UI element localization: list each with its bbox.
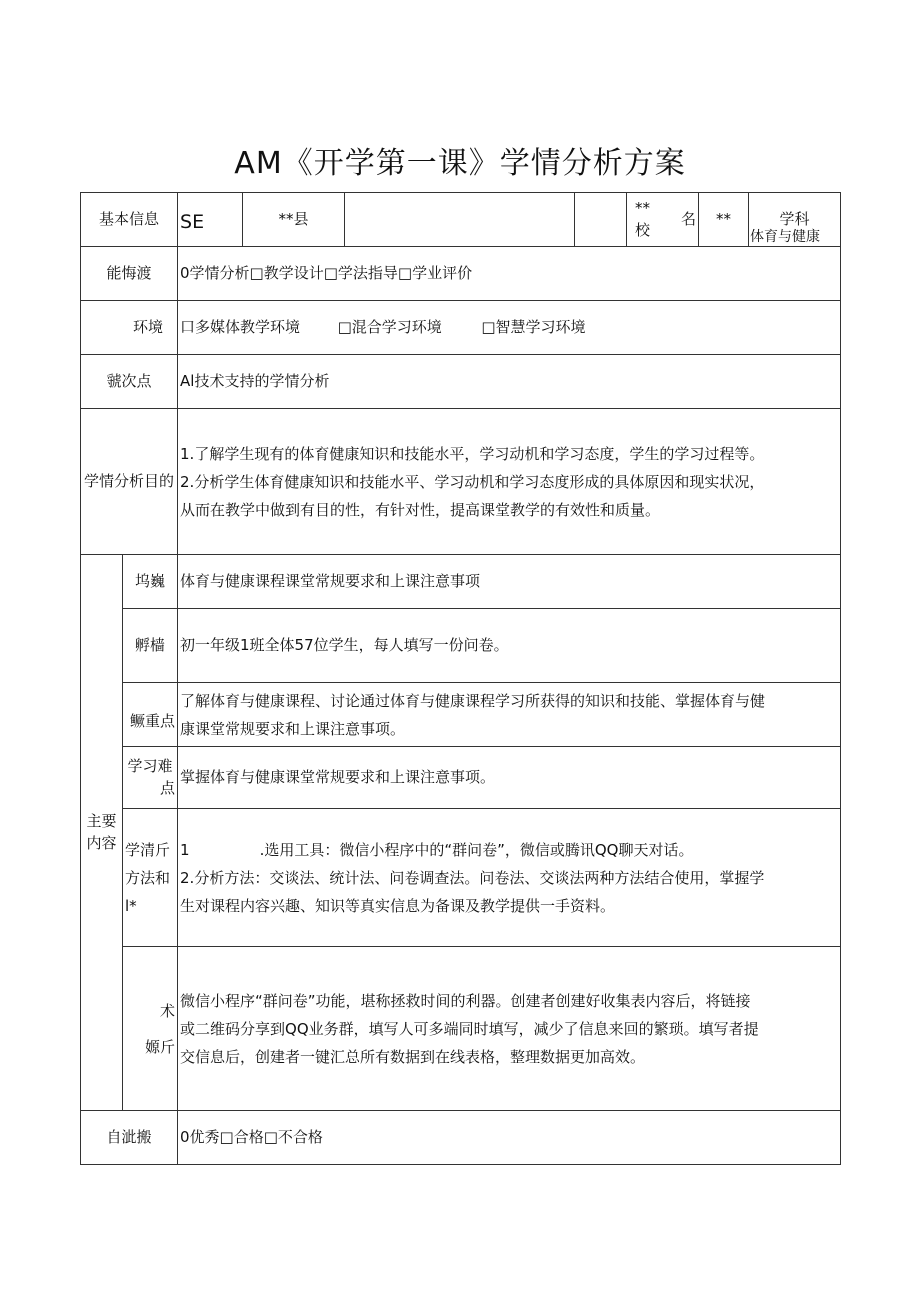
environment-options xyxy=(178,301,841,355)
main-content-row xyxy=(81,683,841,747)
main-sub-label xyxy=(123,947,178,1111)
basic-info-label: 基本信息 xyxy=(81,193,178,247)
main-sub-label-line: 点 xyxy=(160,778,176,797)
page-title: AM《开学第一课》学情分析方案 xyxy=(234,146,686,181)
evaluation-label: 自泚搬 xyxy=(81,1111,178,1165)
main-item-line-number: 1 xyxy=(180,840,190,859)
purpose-line: 2.分析学生体育健康知识和技能水平、学习动机和学习态度形成的具体原因和现实状况， xyxy=(180,472,765,491)
main-content-row xyxy=(81,809,841,947)
evaluation-value: 0优秀□合格□不合格 xyxy=(178,1111,841,1165)
main-item-text: 体育与健康课程课堂常规要求和上课注意事项 xyxy=(178,555,841,609)
main-sub-label: 孵樯 xyxy=(123,609,178,683)
environment-row xyxy=(81,301,841,355)
basic-info-school: **校 xyxy=(575,193,627,247)
purpose-label: 学情分析目的 xyxy=(81,409,178,555)
main-content-row xyxy=(81,555,841,609)
basic-info-county: **县 xyxy=(243,193,345,247)
environment-label: 环境 xyxy=(81,301,178,355)
environment-option-hybrid: □混合学习环境 xyxy=(337,317,442,336)
main-sub-label-line: l* xyxy=(125,896,137,915)
main-item-text: 掌握体育与健康课堂常规要求和上课注意事项。 xyxy=(178,747,841,809)
main-sub-label xyxy=(123,747,178,809)
main-content-label: 主要内容 xyxy=(81,555,123,1111)
basic-info-name: SE xyxy=(178,193,243,247)
main-sub-label-line: 方法和 xyxy=(125,868,171,887)
dimension-value: 0学情分析□教学设计□学法指导□学业评价 xyxy=(178,247,841,301)
dimension-row xyxy=(81,247,841,301)
purpose-line: 从而在教学中做到有目的性，有针对性，提高课堂教学的有效性和质量。 xyxy=(180,500,661,519)
main-item-line: 微信小程序“群问卷”功能，堪称拯救时间的利器。创建者创建好收集表内容后，将链接 xyxy=(180,991,751,1010)
basic-info-teacher: ** xyxy=(699,193,749,247)
main-item-text: 初一年级1班全体57位学生，每人填写一份问卷。 xyxy=(178,609,841,683)
main-item-text xyxy=(178,809,841,947)
capability-row xyxy=(81,355,841,409)
purpose-line: 1.了解学生现有的体育健康知识和技能水平，学习动机和学习态度，学生的学习过程等。 xyxy=(180,444,765,463)
main-item-line-rest: .选用工具：微信小程序中的“群问卷”，微信或腾讯QQ聊天对话。 xyxy=(259,840,694,859)
purpose-row xyxy=(81,409,841,555)
analysis-table xyxy=(80,192,841,1165)
main-item-line: 了解体育与健康课程、讨论通过体育与健康课程学习所获得的知识和技能、掌握体育与健 xyxy=(180,691,766,710)
main-sub-label: 坞巍 xyxy=(123,555,178,609)
main-sub-label-line: 术 xyxy=(160,1001,176,1020)
main-sub-label xyxy=(123,809,178,947)
basic-info-name-label: 名 xyxy=(627,193,699,247)
environment-option-smart: □智慧学习环境 xyxy=(481,317,586,336)
main-item-line: 生对课程内容兴趣、知识等真实信息为备课及教学提供一手资料。 xyxy=(180,896,616,915)
main-sub-label-line: 学清斤 xyxy=(125,840,171,859)
capability-value: Al技术支持的学情分析 xyxy=(178,355,841,409)
basic-info-subject-label: 学科 xyxy=(749,193,841,247)
purpose-text xyxy=(178,409,841,555)
main-item-line: 或二维码分享到QQ业务群，填写人可多端同时填写，减少了信息来回的繁琐。填写者提 xyxy=(180,1019,759,1038)
dimension-label: 能悔渡 xyxy=(81,247,178,301)
basic-info-row xyxy=(81,193,841,247)
main-sub-label: 鳜重点 xyxy=(123,683,178,747)
main-content-row xyxy=(81,609,841,683)
main-item-line: 交信息后，创建者一键汇总所有数据到在线表格，整理数据更加高效。 xyxy=(180,1047,646,1066)
main-item-line xyxy=(180,836,838,864)
basic-info-empty xyxy=(345,193,575,247)
evaluation-row xyxy=(81,1111,841,1165)
main-item-text xyxy=(178,683,841,747)
environment-option-multimedia: 口多媒体教学环境 xyxy=(180,317,301,336)
main-sub-label-line: 嫄斤 xyxy=(145,1037,176,1056)
capability-label: 虢次点 xyxy=(81,355,178,409)
main-content-row xyxy=(81,947,841,1111)
main-item-line: 2.分析方法：交谈法、统计法、问卷调查法。问卷法、交谈法两种方法结合使用，掌握学 xyxy=(180,868,765,887)
main-content-row xyxy=(81,747,841,809)
basic-info-subject: 体育与健康 xyxy=(750,229,820,245)
main-sub-label-line: 学习难 xyxy=(127,756,173,775)
main-item-text xyxy=(178,947,841,1111)
main-item-line: 康课堂常规要求和上课注意事项。 xyxy=(180,719,406,738)
